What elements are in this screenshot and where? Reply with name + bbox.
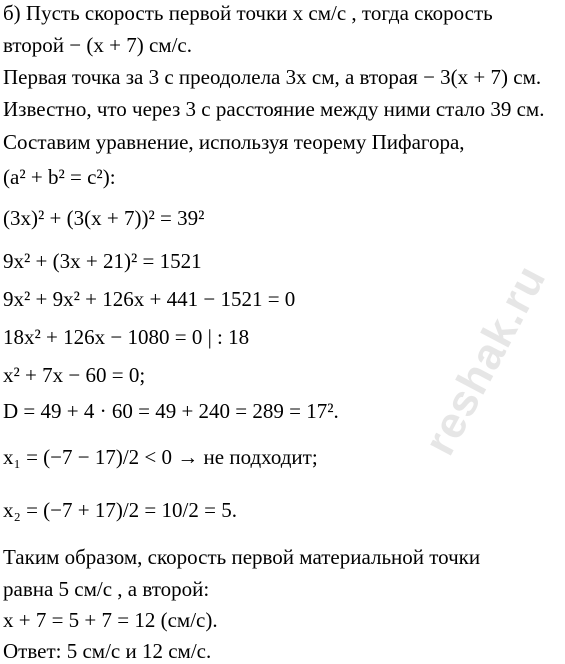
equation-1: (3x)² + (3(x + 7))² = 39² bbox=[3, 206, 205, 230]
equation-2: 9x² + (3x + 21)² = 1521 bbox=[3, 249, 202, 273]
root-x2: x₂ = (−7 + 17)/2 = 10/2 = 5. bbox=[3, 498, 237, 522]
discriminant: D = 49 + 4 · 60 = 49 + 240 = 289 = 17². bbox=[3, 399, 339, 423]
text-line-5: Составим уравнение, используя теорему Пифагора, bbox=[3, 130, 465, 154]
text-line-4: Известно, что через 3 с расстояние между ними стало 39 см. bbox=[3, 97, 545, 121]
equation-5: x² + 7x − 60 = 0; bbox=[3, 363, 146, 387]
equation-4: 18x² + 126x − 1080 = 0 | : 18 bbox=[3, 325, 250, 349]
equation-3: 9x² + 9x² + 126x + 441 − 1521 = 0 bbox=[3, 287, 296, 311]
text-line-conclusion-1: Таким образом, скорость первой материальной точки bbox=[3, 545, 481, 569]
root-x1: x₁ = (−7 − 17)/2 < 0 → не подходит; bbox=[3, 445, 318, 469]
text-line-conclusion-3: x + 7 = 5 + 7 = 12 (см/с). bbox=[3, 608, 218, 632]
text-line-1: б) Пусть скорость первой точки x см/с , тогда скорость bbox=[3, 1, 493, 25]
answer-line: Ответ: 5 см/с и 12 см/с. bbox=[3, 639, 212, 663]
text-line-conclusion-2: равна 5 см/с , а второй: bbox=[3, 577, 210, 601]
text-line-2: второй − (x + 7) см/с. bbox=[3, 33, 192, 57]
watermark: reshak.ru bbox=[415, 257, 556, 464]
text-line-3: Первая точка за 3 с преодолела 3x см, а вторая − 3(x + 7) см. bbox=[3, 65, 542, 89]
formula-pythagoras: (a² + b² = c²): bbox=[3, 165, 116, 189]
